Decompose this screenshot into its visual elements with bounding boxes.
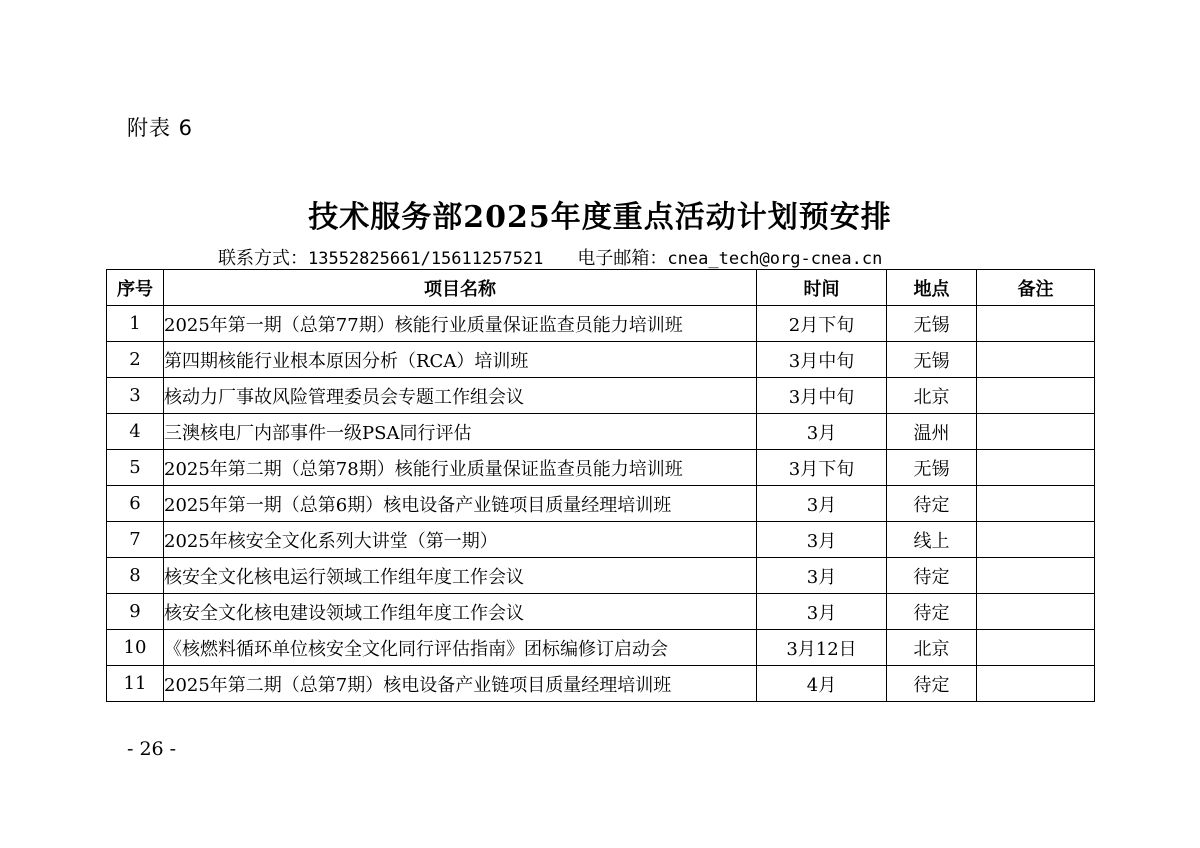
table-row (107, 342, 1095, 378)
cell-time: 3月12日 (757, 630, 887, 666)
document-title: 技术服务部2025年度重点活动计划预安排 (308, 200, 892, 235)
cell-place: 无锡 (887, 306, 977, 342)
appendix-label: 附表 6 (127, 116, 194, 140)
cell-place: 待定 (887, 666, 977, 702)
cell-name: 第四期核能行业根本原因分析（RCA）培训班 (164, 342, 757, 378)
cell-note (977, 342, 1095, 378)
cell-place: 待定 (887, 594, 977, 630)
cell-no: 10 (107, 630, 164, 666)
header-name: 项目名称 (164, 270, 757, 306)
cell-name: 《核燃料循环单位核安全文化同行评估指南》团标编修订启动会 (164, 630, 757, 666)
cell-note (977, 378, 1095, 414)
table-header-row (107, 270, 1095, 306)
table-body (107, 306, 1095, 702)
header-time: 时间 (757, 270, 887, 306)
cell-no: 3 (107, 378, 164, 414)
cell-time: 3月下旬 (757, 450, 887, 486)
email-address: cnea_tech@org-cnea.cn (667, 249, 883, 269)
activity-plan-table (106, 269, 1095, 702)
cell-note (977, 306, 1095, 342)
cell-note (977, 486, 1095, 522)
cell-no: 2 (107, 342, 164, 378)
cell-time: 3月 (757, 486, 887, 522)
cell-place: 北京 (887, 378, 977, 414)
table-row (107, 558, 1095, 594)
cell-name: 三澳核电厂内部事件一级PSA同行评估 (164, 414, 757, 450)
cell-note (977, 630, 1095, 666)
phone-label: 联系方式： (218, 248, 308, 269)
cell-time: 2月下旬 (757, 306, 887, 342)
cell-place: 无锡 (887, 450, 977, 486)
cell-name: 2025年第一期（总第6期）核电设备产业链项目质量经理培训班 (164, 486, 757, 522)
cell-note (977, 522, 1095, 558)
cell-place: 待定 (887, 486, 977, 522)
table-row (107, 666, 1095, 702)
cell-time: 3月 (757, 558, 887, 594)
cell-name: 核安全文化核电运行领域工作组年度工作会议 (164, 558, 757, 594)
table-row (107, 630, 1095, 666)
email-label: 电子邮箱： (577, 248, 668, 269)
cell-note (977, 414, 1095, 450)
table-row (107, 414, 1095, 450)
cell-name: 2025年核安全文化系列大讲堂（第一期） (164, 522, 757, 558)
cell-place: 北京 (887, 630, 977, 666)
cell-no: 5 (107, 450, 164, 486)
cell-name: 核安全文化核电建设领域工作组年度工作会议 (164, 594, 757, 630)
cell-time: 3月中旬 (757, 342, 887, 378)
cell-name: 核动力厂事故风险管理委员会专题工作组会议 (164, 378, 757, 414)
cell-time: 3月中旬 (757, 378, 887, 414)
cell-place: 温州 (887, 414, 977, 450)
cell-no: 8 (107, 558, 164, 594)
table-row (107, 378, 1095, 414)
cell-name: 2025年第二期（总第7期）核电设备产业链项目质量经理培训班 (164, 666, 757, 702)
cell-note (977, 450, 1095, 486)
cell-place: 待定 (887, 558, 977, 594)
phone-number: 13552825661/15611257521 (308, 249, 544, 269)
cell-note (977, 666, 1095, 702)
header-no: 序号 (107, 270, 164, 306)
header-place: 地点 (887, 270, 977, 306)
cell-no: 6 (107, 486, 164, 522)
cell-no: 11 (107, 666, 164, 702)
table-row (107, 306, 1095, 342)
header-note: 备注 (977, 270, 1095, 306)
cell-no: 4 (107, 414, 164, 450)
contact-line (218, 244, 882, 270)
cell-time: 4月 (757, 666, 887, 702)
cell-note (977, 558, 1095, 594)
cell-no: 7 (107, 522, 164, 558)
cell-time: 3月 (757, 594, 887, 630)
cell-no: 9 (107, 594, 164, 630)
cell-place: 线上 (887, 522, 977, 558)
table-row (107, 594, 1095, 630)
table-row (107, 486, 1095, 522)
cell-no: 1 (107, 306, 164, 342)
cell-time: 3月 (757, 522, 887, 558)
cell-time: 3月 (757, 414, 887, 450)
table-row (107, 522, 1095, 558)
cell-place: 无锡 (887, 342, 977, 378)
cell-name: 2025年第二期（总第78期）核能行业质量保证监查员能力培训班 (164, 450, 757, 486)
page-number: - 26 - (127, 738, 177, 760)
cell-name: 2025年第一期（总第77期）核能行业质量保证监查员能力培训班 (164, 306, 757, 342)
cell-note (977, 594, 1095, 630)
table-row (107, 450, 1095, 486)
